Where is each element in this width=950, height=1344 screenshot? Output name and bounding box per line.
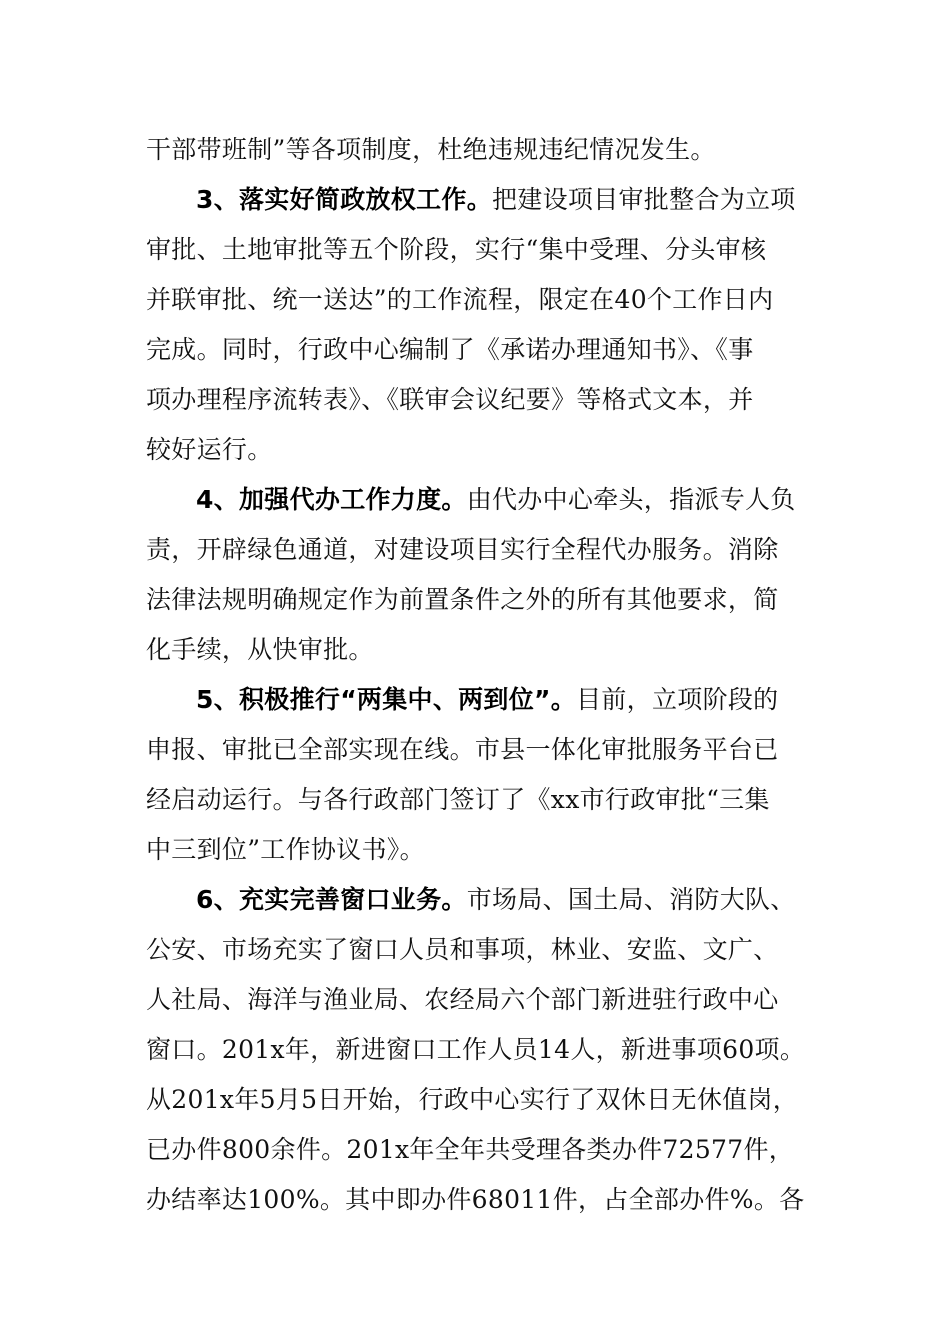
body-text-line: 中三到位”工作协议书》。	[146, 835, 425, 864]
body-text: 把建设项目审批整合为立项	[492, 185, 796, 214]
section-heading: 5、积极推行“两集中、两到位”。	[196, 685, 577, 714]
body-text-line: 法律法规明确规定作为前置条件之外的所有其他要求，简	[146, 585, 779, 614]
body-text-line: 项办理程序流转表》、《联审会议纪要》等格式文本，并	[146, 385, 754, 414]
body-text-line: 办结率达100%。其中即办件68011件，占全部办件%。各	[146, 1185, 805, 1214]
body-text-line: 已办件800余件。201x年全年共受理各类办件72577件，	[146, 1135, 795, 1164]
body-text-line: 公安、市场充实了窗口人员和事项，林业、安监、文广、	[146, 935, 779, 964]
body-text-line: 经启动运行。与各行政部门签订了《xx市行政审批“三集	[146, 785, 770, 814]
paragraph-first-line	[196, 885, 796, 915]
body-text-line: 并联审批、统一送达”的工作流程，限定在40个工作日内	[146, 285, 774, 314]
body-text: 市场局、国土局、消防大队、	[466, 885, 796, 914]
body-text: 由代办中心牵头，指派专人负	[466, 485, 796, 514]
paragraph-first-line	[196, 685, 778, 715]
body-text-line: 化手续，从快审批。	[146, 635, 374, 664]
section-heading: 4、加强代办工作力度。	[196, 485, 467, 514]
paragraph-first-line	[196, 485, 796, 515]
body-text-line: 人社局、海洋与渔业局、农经局六个部门新进驻行政中心	[146, 985, 779, 1014]
body-text-line: 申报、审批已全部实现在线。市县一体化审批服务平台已	[146, 735, 779, 764]
section-heading: 6、充实完善窗口业务。	[196, 885, 467, 914]
body-text-line: 审批、土地审批等五个阶段，实行“集中受理、分头审核	[146, 235, 767, 264]
body-text: 目前，立项阶段的	[576, 685, 779, 714]
body-text-line: 完成。同时，行政中心编制了《承诺办理通知书》、《事	[146, 335, 754, 364]
body-text-line: 从201x年5月5日开始，行政中心实行了双休日无休值岗，	[146, 1085, 799, 1114]
body-text-line: 干部带班制”等各项制度，杜绝违规违纪情况发生。	[146, 135, 716, 164]
body-text-line: 窗口。201x年，新进窗口工作人员14人，新进事项60项。	[146, 1035, 806, 1064]
body-text-line: 较好运行。	[146, 435, 273, 464]
body-text-line: 责，开辟绿色通道，对建设项目实行全程代办服务。消除	[146, 535, 779, 564]
section-heading: 3、落实好简政放权工作。	[196, 185, 492, 214]
paragraph-first-line	[196, 185, 796, 215]
